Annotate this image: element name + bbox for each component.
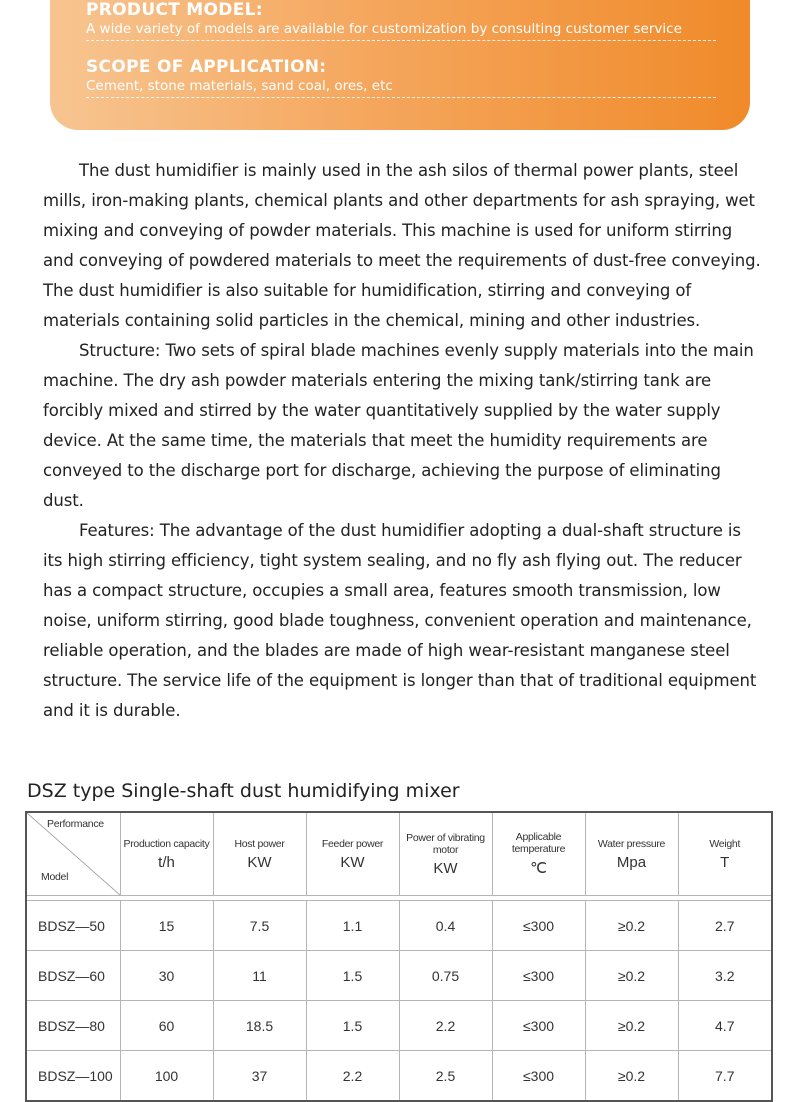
header-banner [50,0,750,130]
description-text [43,156,761,726]
table-cell: ≥0.2 [585,1001,678,1051]
scope-block [86,57,716,98]
table-row [26,1051,772,1102]
paragraph-intro: The dust humidifier is mainly used in the ash silos of thermal power plants, steel mills, iron-making plants, chemical plants and other departments for ash spraying, wet mixing and conveying of powder materials. This machine is used for uniform stirring and conveying of powdered materials to meet the requirements of dust-free conveying. The dust humidifier is also suitable for humidification, stirring and conveying of materials containing solid particles in the chemical, mining and other industries. [43,161,761,330]
model-cell: BDSZ—80 [26,1001,120,1051]
table-row [26,1001,772,1051]
table-cell: 0.4 [399,901,492,951]
table-cell: ≤300 [492,951,585,1001]
table-cell: ≥0.2 [585,951,678,1001]
product-model-text: A wide variety of models are available for customization by consulting customer service [86,20,716,41]
spec-table [25,811,773,1102]
table-cell: ≥0.2 [585,901,678,951]
col-header-water-pressure [585,812,678,896]
table-header-row [26,812,772,896]
col-header-temperature [492,812,585,896]
col-unit: Mpa [616,853,647,871]
table-cell: 2.7 [678,901,772,951]
col-unit: t/h [158,853,175,871]
col-label: Production capacity [123,837,210,850]
table-cell: 18.5 [213,1001,306,1051]
col-label: Water pressure [597,837,666,850]
model-cell: BDSZ—100 [26,1051,120,1102]
col-unit: KW [247,853,272,871]
table-cell: ≥0.2 [585,1051,678,1102]
col-label: Weight [709,837,741,850]
table-cell: 60 [120,1001,213,1051]
table-cell: 1.1 [306,901,399,951]
table-cell: ≤300 [492,901,585,951]
scope-title: SCOPE OF APPLICATION: [86,57,327,77]
col-header-feeder-power [306,812,399,896]
col-unit: ℃ [530,860,547,877]
paragraph-features: Features: The advantage of the dust humidifier adopting a dual-shaft structure is its high stirring efficiency, tight system sealing, and no fly ash flying out. The reducer has a compact structure, occupies a small area, features smooth transmission, low noise, uniform stirring, good blade toughness, convenient operation and maintenance, reliable operation, and the blades are made of high wear-resistant manganese steel structure. The service life of the equipment is longer than that of traditional equipment and it is durable. [43,521,757,720]
table-cell: 3.2 [678,951,772,1001]
table-cell: 37 [213,1051,306,1102]
model-cell: BDSZ—50 [26,901,120,951]
table-row [26,951,772,1001]
corner-header-cell [26,812,120,896]
table-cell: 7.7 [678,1051,772,1102]
col-unit: KW [340,853,365,871]
col-header-host-power [213,812,306,896]
table-title: DSZ type Single-shaft dust humidifying mixer [27,780,460,802]
table-cell: 7.5 [213,901,306,951]
table-cell: 11 [213,951,306,1001]
corner-model-label: Model [41,871,69,883]
table-cell: 1.5 [306,951,399,1001]
table-cell: 30 [120,951,213,1001]
model-cell: BDSZ—60 [26,951,120,1001]
table-cell: 15 [120,901,213,951]
col-unit: KW [433,859,458,877]
col-unit: T [720,853,730,871]
table-cell: 2.5 [399,1051,492,1102]
col-label: Applicable temperature [511,831,566,855]
table-cell: ≤300 [492,1051,585,1102]
table-cell: 0.75 [399,951,492,1001]
col-label: Feeder power [321,837,384,850]
col-header-vibrating-motor [399,812,492,896]
product-model-title: PRODUCT MODEL: [86,0,263,20]
table-cell: 2.2 [399,1001,492,1051]
col-label: Power of vibrating motor [406,831,485,856]
table-cell: 2.2 [306,1051,399,1102]
scope-text: Cement, stone materials, sand coal, ores, etc [86,77,716,98]
corner-performance-label: Performance [47,818,104,830]
table-row [26,901,772,951]
col-label: Host power [234,837,285,850]
table-cell: 100 [120,1051,213,1102]
col-header-weight [678,812,772,896]
product-model-block [86,0,716,41]
table-cell: ≤300 [492,1001,585,1051]
table-cell: 1.5 [306,1001,399,1051]
col-header-capacity [120,812,213,896]
table-cell: 4.7 [678,1001,772,1051]
paragraph-structure: Structure: Two sets of spiral blade machines evenly supply materials into the main machine. The dry ash powder materials entering the mixing tank/stirring tank are forcibly mixed and stirred by the water quantitatively supplied by the water supply device. At the same time, the materials that meet the humidity requirements are conveyed to the discharge port for discharge, achieving the purpose of eliminating dust. [43,341,754,510]
